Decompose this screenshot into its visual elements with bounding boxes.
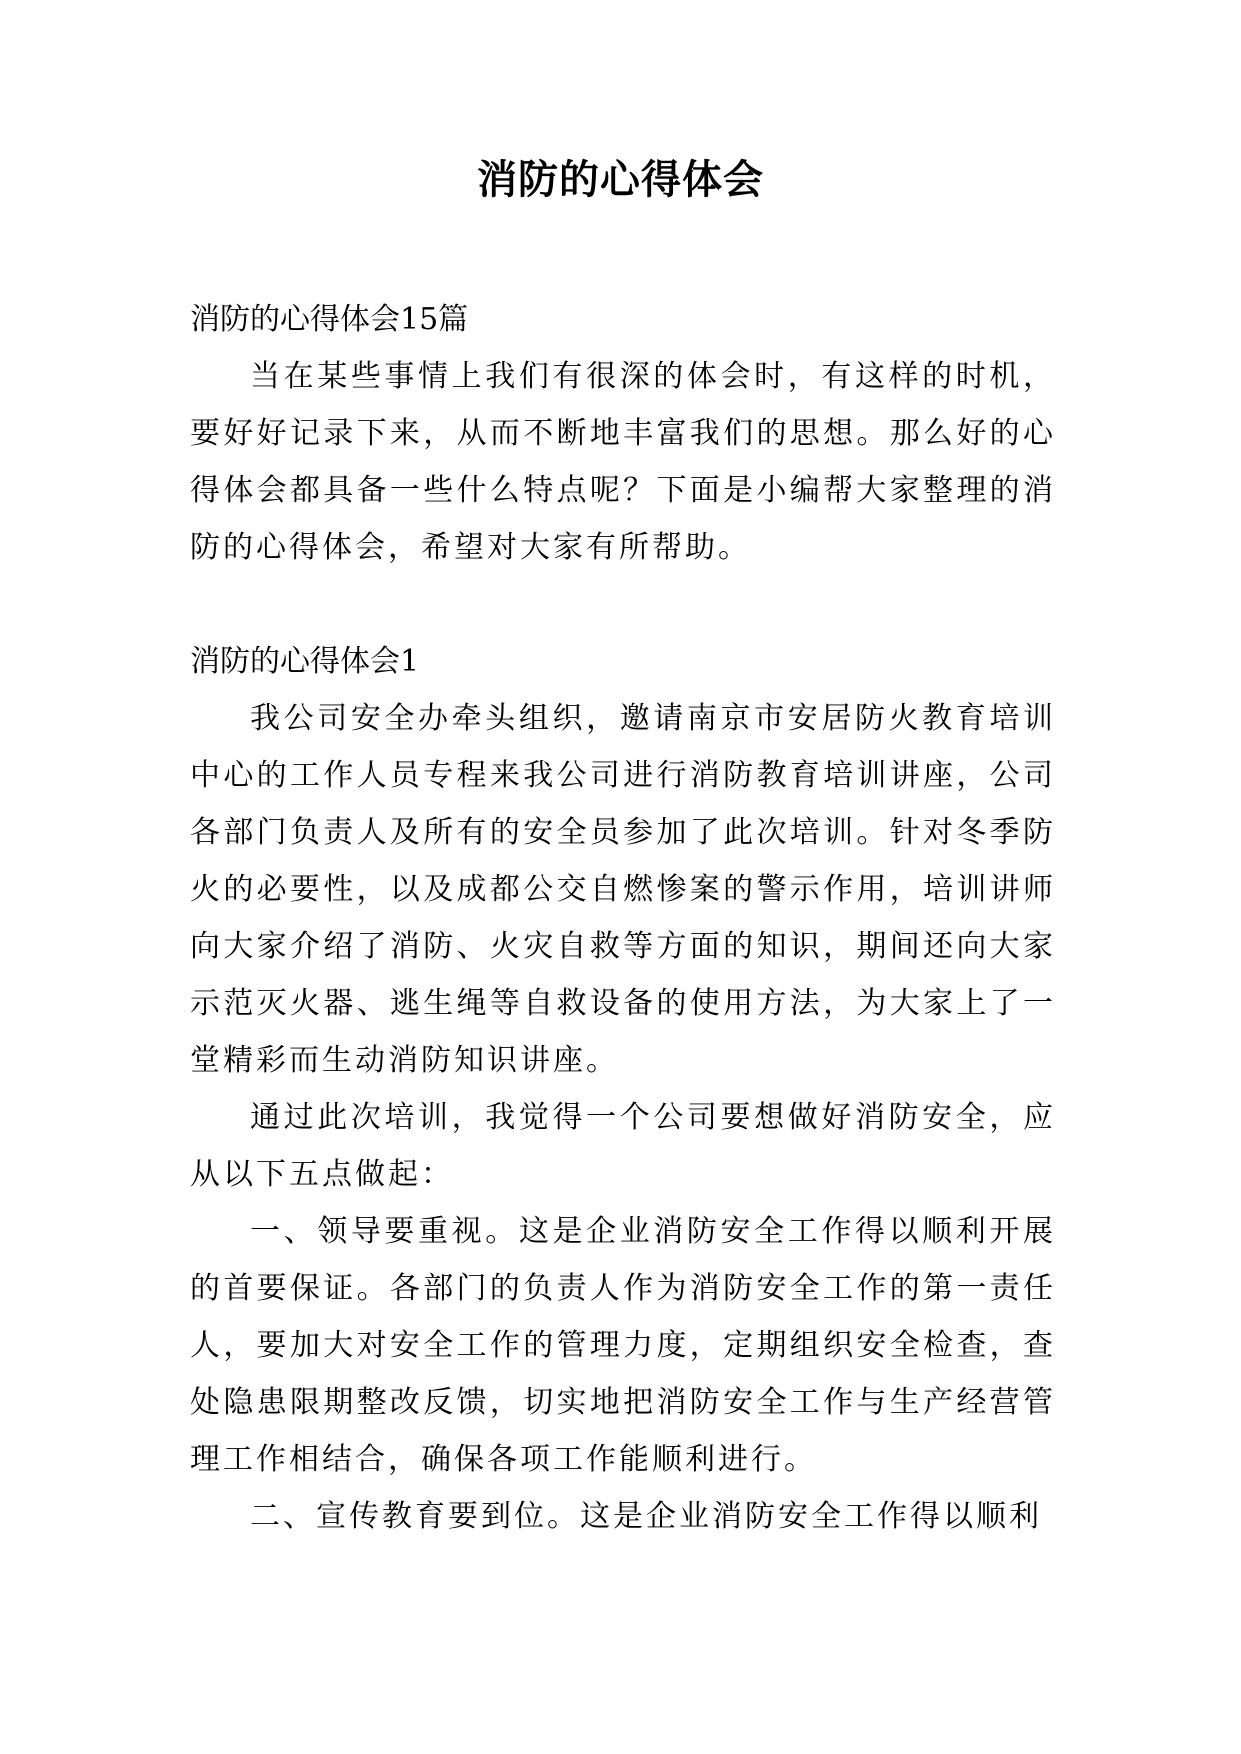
intro-paragraph: 当在某些事情上我们有很深的体会时，有这样的时机，要好好记录下来，从而不断地丰富我们的思想。那么好的心得体会都具备一些什么特点呢？下面是小编帮大家整理的消防的心得体会，希望对大家有所帮助。 [190, 359, 1056, 565]
body-paragraph: 通过此次培训，我觉得一个公司要想做好消防安全，应从以下五点做起： [190, 1100, 1056, 1192]
body-paragraph: 我公司安全办牵头组织，邀请南京市安居防火教育培训中心的工作人员专程来我公司进行消防教育培训讲座，公司各部门负责人及所有的安全员参加了此次培训。针对冬季防火的必要性，以及成都公交自燃惨案的警示作用，培训讲师向大家介绍了消防、火灾自救等方面的知识，期间还向大家示范灭火器、逃生绳等自救设备的使用方法，为大家上了一堂精彩而生动消防知识讲座。 [190, 701, 1056, 1078]
document-body [190, 291, 1056, 1545]
intro-heading: 消防的心得体会15篇 [190, 302, 469, 337]
section-spacer [190, 576, 1056, 633]
body-paragraph: 二、宣传教育要到位。这是企业消防安全工作得以顺利 [250, 1499, 1042, 1534]
section-heading: 消防的心得体会1 [190, 644, 420, 679]
body-paragraph: 一、领导要重视。这是企业消防安全工作得以顺利开展的首要保证。各部门的负责人作为消防安全工作的第一责任人，要加大对安全工作的管理力度，定期组织安全检查，查处隐患限期整改反馈，切实地把消防安全工作与生产经营管理工作相结合，确保各项工作能顺利进行。 [190, 1214, 1056, 1477]
document-title: 消防的心得体会 [477, 157, 764, 203]
